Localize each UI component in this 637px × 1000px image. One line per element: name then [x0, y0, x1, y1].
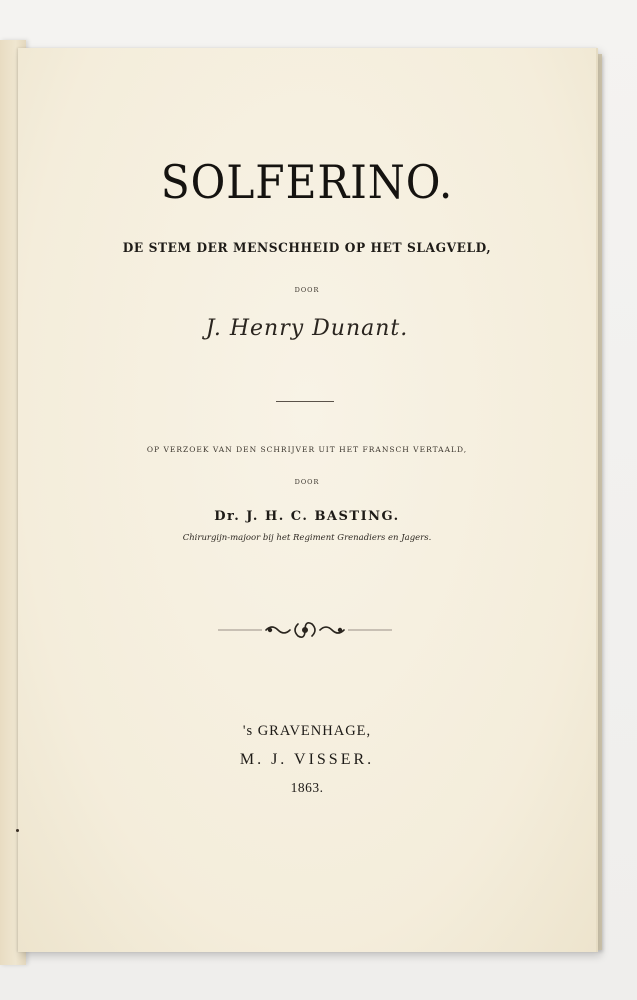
- divider-rule: [276, 401, 334, 402]
- by-label: DOOR: [294, 286, 320, 294]
- binding-mark: [16, 829, 19, 832]
- author-name: J. Henry Dunant.: [205, 316, 409, 341]
- book-title: SOLFERINO.: [160, 155, 454, 209]
- imprint-year: 1863.: [290, 780, 324, 795]
- translator-name: Dr. J. H. C. BASTING.: [214, 509, 400, 524]
- floral-flourish-icon: [218, 618, 392, 642]
- translation-note: OP VERZOEK VAN DEN SCHRIJVER UIT HET FRANSCH VERTAALD,: [146, 445, 468, 454]
- by-label-translator: DOOR: [294, 478, 320, 486]
- translator-role: Chirurgijn-majoor bij het Regiment Grenadiers en Jagers.: [182, 533, 432, 543]
- imprint-publisher: M. J. VISSER.: [239, 751, 375, 768]
- book-subtitle: DE STEM DER MENSCHHEID OP HET SLAGVELD,: [122, 241, 492, 256]
- imprint-city: 's GRAVENHAGE,: [242, 723, 372, 739]
